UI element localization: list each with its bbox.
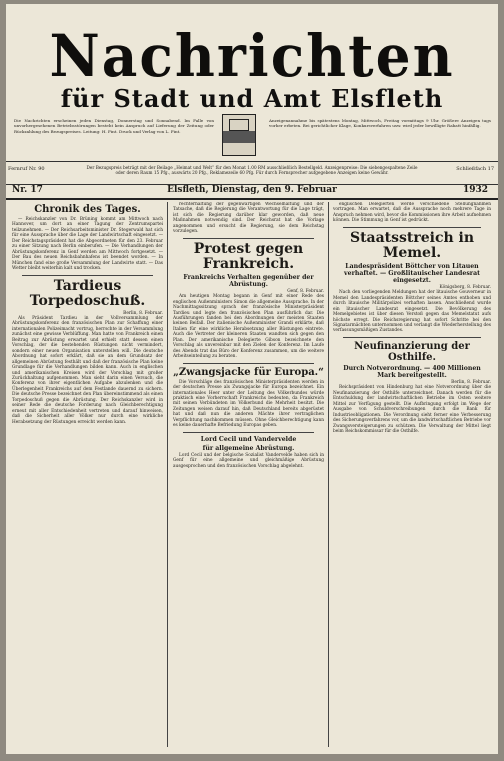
subheadline: Landespräsident Böttcher von Litauen verhaftet. — Großlitauischer Landesrat eingesetzt.	[344, 262, 480, 284]
article-text: — Reichskanzler von Dr. Brüning kommt am Mittwoch nach Hannover, um dort an einer Tagung der Zentrumspartei teilzunehmen. — Der Reichsarbeitsminister Dr. Stegerwald hat sich für eine Aussprache über die Lage der Landwirtschaft eingesetzt. — Der Reichstagspräsident hat die Abgeordneten für den 23. Februar zu einer Sitzung nach Berlin einberufen. — Die Verhandlungen der Abrüstungskonferenz in Genf werden am Mittwoch fortgesetzt. — Der Bau des neuen Reichsbahnhafens ist beendet worden. — In München fand eine große Versammlung der Landwirte statt. — Das Wetter bleibt weiterhin kalt und trocken.	[12, 217, 163, 272]
article-text: Lord Cecil und der belgische Sozialist Vandervelde haben sich in Genf für eine allgemeine und gleichmäßige Abrüstung ausgesprochen und den französischen Vorschlag abgelehnt.	[173, 452, 324, 469]
headline-tardieu: Tardieus Torpedoschuß.	[29, 277, 146, 309]
article-dateline: Genf, 8. Februar.	[287, 288, 324, 294]
subscription-price: Der Bezugspreis beträgt mit der Beilage „Heimat und Welt“ für den Monat 1.00 RM ausschließlich Bestellgeld. Anzeigenpreise: Die siebengespaltene Zeile oder deren Raum 15 Pfg., auswärts 20 Pfg., Reklamezeile 60 Pfg. Für durch Fernsprecher aufgegebene Anzeigen keine Gewähr.	[86, 165, 418, 176]
advertising-info: Anzeigenannahme bis spätestens Montag, Mittwoch, Freitag vormittags 9 Uhr. Größere Anzeigen tags vorher erbeten. Bei gerichtlicher Klage, Konkursverfahren usw. wird jeder bewilligte Rabatt hinfällig.	[269, 118, 491, 129]
article-text: englischen Delegierten werde verschiedene Stellungnahmen vortragen. Man erwartet, daß die Aussprache noch mehrere Tage in Anspruch nehmen wird, bevor die Kommissionen ihre Arbeit aufnehmen können. Die Stimmung in Genf ist gedrückt.	[333, 202, 491, 224]
subheadline: Durch Notverordnung. — 400 Millionen Mark bereitgestellt.	[343, 364, 481, 379]
newspaper-subtitle: für Stadt und Amt Elsfleth	[60, 84, 444, 113]
publication-info: Die Nachrichten erscheinen jeden Dienstag, Donnerstag und Sonnabend. Im Falle von unvorhergesehenen Betriebsstörungen besteht kein Anspruch auf Lieferung der Zeitung oder Rückzahlung des Bezugspreises. Leitung: H. Fint. Druck und Verlag von L. Fint.	[14, 118, 214, 134]
headline-zwangsjacke: „Zwangsjacke für Europa.“	[173, 366, 324, 378]
po-box: Schließfach 17	[456, 166, 494, 172]
headline-osthilfe: Neufinanzierung der Osthilfe.	[354, 340, 470, 363]
divider	[183, 432, 314, 433]
headline-protest: Protest gegen Frankreich.	[193, 240, 304, 272]
newspaper-title: Nachrichten	[49, 21, 455, 90]
phone-number: Fernruf Nr. 90	[8, 166, 45, 172]
issue-date: Elsfleth, Dienstag, den 9. Februar	[167, 185, 337, 195]
column-rule	[167, 202, 168, 747]
divider	[343, 227, 481, 228]
masthead	[6, 4, 498, 124]
article-text: Als Präsident Tardieu in der Vollversammlung der Abrüstungskonferenz den französischen Plan zur Schaffung einer internationalen Polizeimacht vortrug, herrschte in der Versammlung zunächst eine gewisse Verblüffung. Man hatte von Frankreich einen Beitrag zur Abrüstung erwartet und erhielt statt dessen einen Vorschlag, der die bestehenden Rüstungen nicht vermindert, sondern einer neuen Organisation unterstellen will. Die deutsche Abordnung hat sofort erklärt, daß sie an dem Grundsatz der allgemeinen Abrüstung festhält und daß der französische Plan keine Grundlage für die Verhandlungen bilden kann. Auch in englischen und amerikanischen Kreisen wird der Vorschlag mit großer Zurückhaltung aufgenommen. Man sieht darin einen Versuch, die Konferenz von ihrer eigentlichen Aufgabe abzulenken und die Überlegenheit Frankreichs auf dem Festlande dauernd zu sichern. Die deutsche Presse bezeichnet den Plan übereinstimmend als einen Torpedoschuß gegen die Abrüstung. Der Reichskanzler wird in seiner Rede die deutsche Forderung nach Gleichberechtigung erneut mit aller Entschiedenheit vertreten und darauf hinweisen, daß die Sicherheit aller Völker nur durch eine wirkliche Herabsetzung der Rüstungen erreicht werden kann.	[12, 315, 163, 425]
article-dateline: Berlin, 8. Februar.	[123, 310, 163, 316]
divider	[22, 275, 153, 276]
article-text: rechterhaltung der gegenwärtigen Wechselhaltung und der Tatsache, daß die Regierung die Verantwortung für die Lage trägt, ist sich die Regierung darüber klar geworden, daß neue Maßnahmen notwendig sind. Der Reichsrat hat die Vorlage angenommen und ersucht die Regierung, sie dem Reichstag vorzulegen.	[173, 202, 324, 235]
column-2	[173, 202, 324, 747]
divider	[183, 238, 314, 239]
column-1	[12, 202, 163, 747]
issue-number: Nr. 17	[12, 185, 43, 195]
article-dateline: Königsberg, 8. Februar.	[439, 284, 491, 290]
subheadline: Lord Cecil und Vandervelde	[200, 435, 297, 443]
article-text: Reichspräsident von Hindenburg hat eine Notverordnung über die Neufinanzierung der Osthilfe unterzeichnet. Danach werden für die Entschuldung der landwirtschaftlichen Betriebe im Osten weitere Mittel zur Verfügung gestellt. Die Aufbringung erfolgt im Wege der Ausgabe von Schuldverschreibungen durch die Bank für Industrieobligationen. Die Verordnung sieht ferner eine Verbesserung des Sicherungsverfahrens vor, um die landwirtschaftlichen Betriebe vor Zwangsversteigerungen zu schützen. Die Verwaltung der Mittel liegt beim Reichskommissar für die Osthilfe.	[333, 385, 491, 434]
newspaper-page	[6, 4, 498, 754]
coat-of-arms-icon	[222, 114, 256, 156]
headline-memel: Staatsstreich in Memel.	[349, 229, 475, 261]
column-3	[333, 202, 491, 747]
dateline	[6, 184, 498, 200]
divider	[183, 363, 314, 364]
divider	[343, 337, 481, 338]
article-text: Am heutigen Montag begann in Genf mit einer Rede des englischen Außenministers Simon die allgemeine Aussprache. In der Nachmittagssitzung sprach der französische Ministerpräsident Tardieu und legte den französischen Plan ausführlich dar. Die Ausführungen fanden bei den Abordnungen der meisten Staaten keinen Beifall. Der italienische Außenminister Grandi erklärte, daß Italien für eine wirkliche Herabsetzung aller Rüstungen eintrete. Auch die Vertreter der kleineren Staaten wandten sich gegen den Plan. Der amerikanische Delegierte Gibson bezeichnete den Vorschlag als unvereinbar mit den Zielen der Konferenz. Im Laufe des Abends trat das Büro der Konferenz zusammen, um die weitere Arbeitseinteilung zu beraten.	[173, 294, 324, 360]
subscription-strip	[6, 161, 498, 185]
article-text: Die Vorschläge des französischen Ministerpräsidenten werden in der deutschen Presse als Zwangsjacke für Europa bezeichnet. Ein internationales Heer unter der Leitung des Völkerbundes würde praktisch eine Vorherrschaft Frankreichs bedeuten, da Frankreich mit seinen Verbündeten im Völkerbund die Mehrheit besitzt. Die Zeitungen weisen darauf hin, daß Deutschland bereits abgerüstet hat und daß nun die anderen Mächte ihrer vertraglichen Verpflichtung nachkommen müssen. Ohne Gleichberechtigung kann es keine dauerhafte Befriedung Europas geben.	[173, 379, 324, 429]
column-rule	[328, 202, 329, 747]
article-dateline: Berlin, 8. Februar.	[451, 379, 491, 385]
subheadline: für allgemeine Abrüstung.	[202, 444, 295, 452]
headline-chronik: Chronik des Tages.	[34, 204, 141, 215]
article-text: Nach den vorliegenden Meldungen hat der litauische Gouverneur in Memel den Landespräsidenten Böttcher seines Amtes enthoben und durch litauische Militärpolizei verhaften lassen. Anschließend wurde ein litauischer Landesrat eingesetzt. Die Bevölkerung des Memelgebietes ist über diesen Verstoß gegen das Memelstatut aufs höchste erregt. Die Reichsregierung hat sofort Schritte bei den Signatarmächten unternommen und verlangt die Wiederherstellung des verfassungsmäßigen Zustandes.	[333, 290, 491, 334]
subheadline: Frankreichs Verhalten gegenüber der Abrüstung.	[183, 273, 314, 288]
issue-year: 1932	[462, 185, 488, 195]
